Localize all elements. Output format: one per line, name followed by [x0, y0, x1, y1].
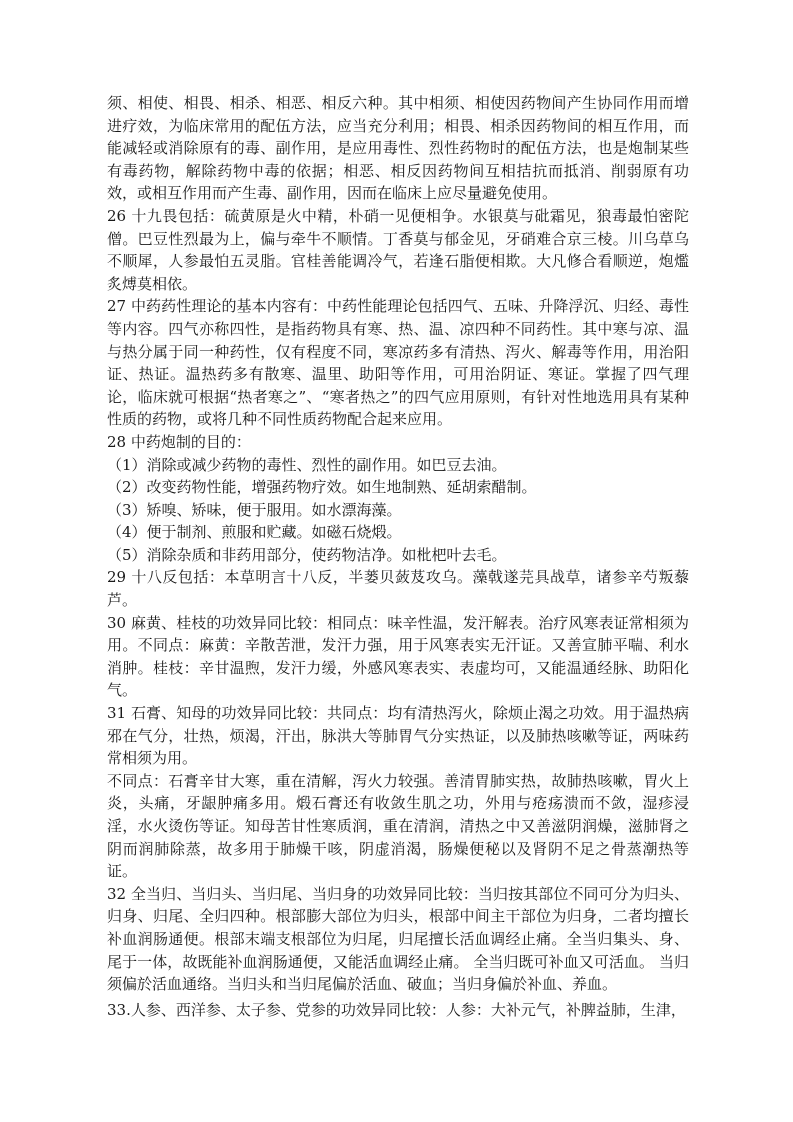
list-item-processing-4: （4）便于制剂、煎服和贮藏。如磁石烧煅。 [107, 523, 402, 542]
paragraph-26-nineteen-fears: 26 十九畏包括：硫黄原是火中精，朴硝一见便相争。水银莫与砒霜见，狼毒最怕密陀僧。巴豆性烈最为上，偏与牵牛不顺情。丁香莫与郁金见，牙硝难合京三棱。川乌草乌不顺犀，人参最怕五灵脂。官桂善能调冷气，若逢石脂便相欺。大凡修合看顺逆，炮爁炙煿莫相依。 [107, 206, 689, 293]
paragraph-32-danggui: 32 全当归、当归头、当归尾、当归身的功效异同比较：当归按其部位不同可分为归头、归身、归尾、全归四种。根部膨大部位为归头，根部中间主干部位为归身，二者均擅长补血润肠通便。根部末端支根部位为归尾，归尾擅长活血调经止痛。全当归集头、身、尾于一体，故既能补血润肠通便，又能活血调经止痛。 全当归既可补血又可活血。 当归须偏於活血通络。当归头和当归尾偏於活血、破血；当归身偏於补血、养血。 [107, 884, 689, 994]
list-item-processing-2: （2）改变药物性能，增强药物疗效。如生地制熟、延胡索醋制。 [107, 478, 537, 497]
paragraph-29-eighteen-incompatibilities: 29 十八反包括：本草明言十八反，半蒌贝蔹芨攻乌。藻戟遂芫具战草，诸参辛芍叛藜芦。 [107, 568, 689, 610]
paragraph-compatibility-rules: 须、相使、相畏、相杀、相恶、相反六种。其中相须、相使因药物间产生协同作用而增进疗效，为临床常用的配伍方法，应当充分利用；相畏、相杀因药物间的相互作用，而能减轻或消除原有的毒、副作用，是应用毒性、烈性药物时的配伍方法，也是炮制某些有毒药物，解除药物中毒的依据；相恶、相反因药物间互相拮抗而抵消、削弱原有功效，或相互作用而产生毒、副作用，因而在临床上应尽量避免使用。 [107, 94, 689, 203]
paragraph-30-mahuang-guizhi: 30 麻黄、桂枝的功效异同比较：相同点：味辛性温，发汗解表。治疗风寒表证常相须为用。不同点：麻黄：辛散苦泄，发汗力强，用于风寒表实无汗证。又善宣肺平喘、利水消肿。桂枝：辛甘温煦，发汗力缓，外感风寒表实、表虚均可，又能温通经脉、助阳化气。 [107, 613, 689, 700]
paragraph-33-ginseng: 33.人参、西洋参、太子参、党参的功效异同比较：人参：大补元气，补脾益肺，生津， [107, 1000, 686, 1019]
list-item-processing-5: （5）消除杂质和非药用部分，使药物洁净。如枇杷叶去毛。 [107, 545, 507, 564]
document-body [107, 92, 689, 1021]
paragraph-31-differences: 不同点：石膏辛甘大寒，重在清解，泻火力较强。善清胃肺实热，故肺热咳嗽，胃火上炎，头痛，牙龈肿痛多用。煅石膏还有收敛生肌之功，外用与疮疡溃而不敛，湿疹浸淫，水火烫伤等证。知母苦甘性寒质润，重在清润，清热之中又善滋阴润燥，滋肺肾之阴而润肺除蒸，故多用于肺燥干咳，阴虚消渴，肠燥便秘以及肾阴不足之骨蒸潮热等证。 [107, 771, 689, 881]
list-item-processing-3: （3）矫嗅、矫味，便于服用。如水漂海藻。 [107, 500, 402, 519]
list-item-processing-1: （1）消除或减少药物的毒性、烈性的副作用。如巴豆去油。 [107, 455, 507, 474]
paragraph-27-drug-property-theory: 27 中药药性理论的基本内容有：中药性能理论包括四气、五味、升降浮沉、归经、毒性等内容。四气亦称四性，是指药物具有寒、热、温、凉四种不同药性。其中寒与凉、温与热分属于同一种药性，仅有程度不同，寒凉药多有清热、泻火、解毒等作用，用治阳证、热证。温热药多有散寒、温里、助阳等作用，可用治阴证、寒证。掌握了四气理论，临床就可根据“热者寒之”、“寒者热之”的四气应用原则，有针对性地选用具有某种性质的药物，或将几种不同性质药物配合起来应用。 [107, 297, 689, 429]
paragraph-31-shigao-zhimu: 31 石膏、知母的功效异同比较：共同点：均有清热泻火，除烦止渴之功效。用于温热病邪在气分，壮热，烦渴，汗出，脉洪大等肺胃气分实热证，以及肺热咳嗽等证，两味药常相须为用。 [107, 704, 689, 768]
paragraph-28-processing-purpose: 28 中药炮制的目的： [107, 432, 251, 451]
